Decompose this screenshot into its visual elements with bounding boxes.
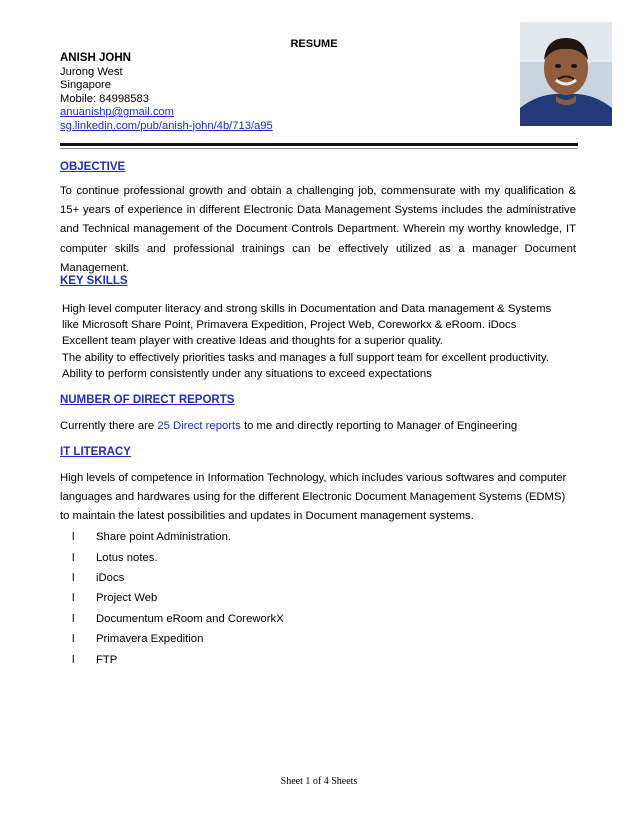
header-divider-thin bbox=[60, 148, 578, 149]
direct-reports-heading: NUMBER OF DIRECT REPORTS bbox=[60, 394, 235, 406]
skill-line: Excellent team player with creative Ideas and thoughts for a superior quality. bbox=[62, 335, 443, 348]
contact-block bbox=[60, 52, 273, 133]
list-item: l Share point Administration. bbox=[72, 531, 232, 544]
page-footer: Sheet 1 of 4 Sheets bbox=[280, 776, 358, 787]
bullet-icon: l bbox=[72, 571, 75, 584]
profile-photo bbox=[520, 22, 612, 126]
list-item: l Documentum eRoom and CoreworkX bbox=[72, 612, 284, 625]
objective-text: To continue professional growth and obtain a challenging job, commensurate with my qualification & 15+ years of experience in different Electronic Data Management Systems includes the administrative and Technical management of the Document Controls Department. Wherein my worthy knowledge, IT computer skills and professional trainings can be effectively utilized as a manager Document Management. bbox=[60, 185, 576, 274]
direct-reports-count: 25 Direct reports bbox=[157, 420, 241, 432]
objective-heading: OBJECTIVE bbox=[60, 161, 126, 173]
list-item: l Lotus notes. bbox=[72, 551, 158, 564]
candidate-name: ANISH JOHN bbox=[60, 52, 131, 64]
bullet-icon: l bbox=[72, 531, 75, 544]
direct-reports-prefix: Currently there are bbox=[60, 420, 158, 432]
bullet-icon: l bbox=[72, 653, 75, 666]
it-literacy-heading: IT LITERACY bbox=[60, 446, 131, 458]
skill-line: like Microsoft Share Point, Primavera Expedition, Project Web, Coreworkx & eRoom. iDocs bbox=[62, 319, 517, 332]
key-skills-heading: KEY SKILLS bbox=[60, 275, 128, 287]
bullet-icon: l bbox=[72, 592, 75, 605]
mobile-number: Mobile: 84998583 bbox=[60, 92, 149, 105]
bullet-icon: l bbox=[72, 633, 75, 646]
skill-line: Ability to perform consistently under any situations to exceed expectations bbox=[62, 367, 432, 380]
list-item: l Primavera Expedition bbox=[72, 633, 204, 646]
list-item: l FTP bbox=[72, 653, 118, 666]
it-literacy-text: High levels of competence in Information Technology, which includes various softwares and computer languages and hardwares using for the different Electronic Document Management Systems (EDMS) to maintain the latest possibilities and updates in Document management systems. bbox=[60, 472, 567, 523]
email-link[interactable]: anuanishp@gmail.com bbox=[60, 106, 174, 118]
skill-line: High level computer literacy and strong skills in Documentation and Data management & Systems bbox=[62, 303, 552, 315]
address-line-2: Singapore bbox=[60, 79, 112, 91]
list-item: l Project Web bbox=[72, 592, 158, 605]
bullet-icon: l bbox=[72, 612, 75, 625]
header-divider bbox=[60, 143, 578, 146]
direct-reports-suffix: to me and directly reporting to Manager of Engineering bbox=[240, 420, 518, 432]
address-line-1: Jurong West bbox=[60, 65, 123, 78]
document-title: RESUME bbox=[290, 38, 338, 50]
bullet-icon: l bbox=[72, 551, 75, 564]
key-skills-list bbox=[62, 301, 578, 382]
linkedin-link[interactable]: sg.linkedin.com/pub/anish-john/4b/713/a95 bbox=[60, 119, 273, 132]
list-item: l iDocs bbox=[72, 571, 125, 584]
it-skills-list bbox=[72, 527, 284, 670]
skill-line: The ability to effectively priorities tasks and manages a full support team for excellent productivity. bbox=[62, 351, 549, 364]
direct-reports-text bbox=[60, 417, 576, 436]
